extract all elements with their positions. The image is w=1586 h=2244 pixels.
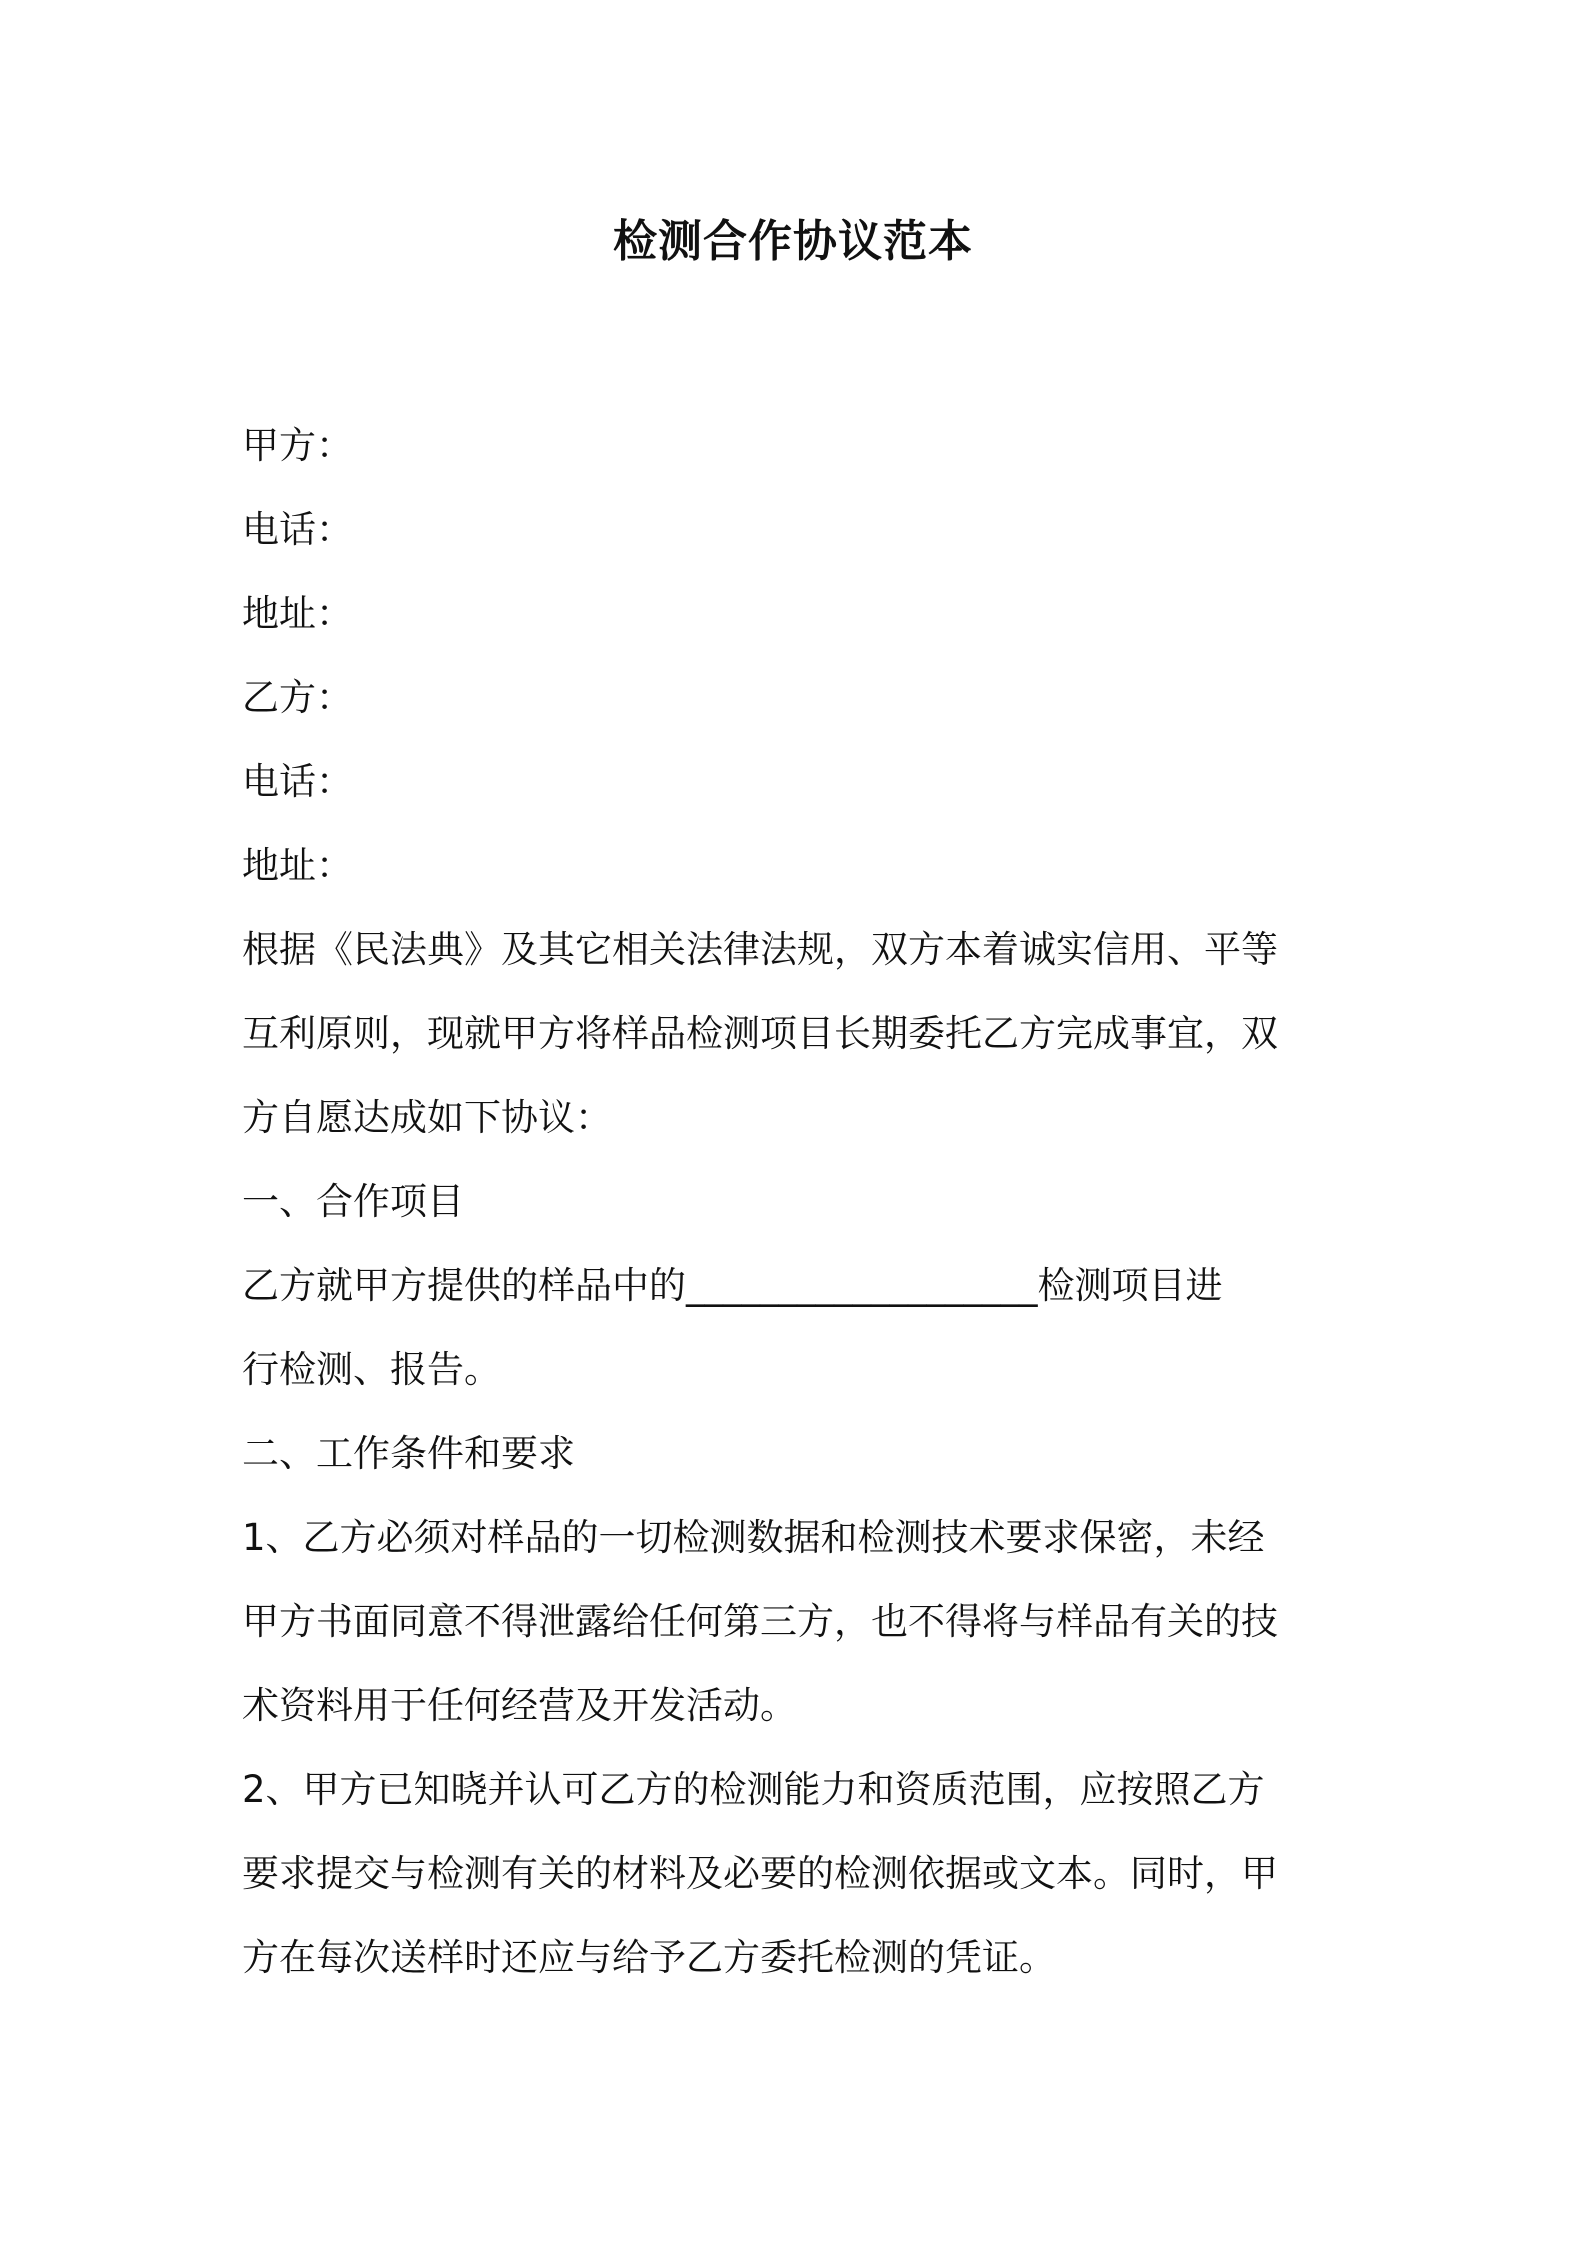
section1-text-line: 行检测、报告。 <box>242 1348 501 1391</box>
preamble-line: 根据《民法典》及其它相关法律法规，双方本着诚实信用、平等 <box>242 928 1278 971</box>
party-b-address-label: 地址： <box>242 844 353 887</box>
party-b-phone-label: 电话： <box>242 760 353 803</box>
section1-text-line: 乙方就甲方提供的样品中的___________________检测项目进 <box>242 1264 1223 1307</box>
party-a-label: 甲方： <box>242 424 353 467</box>
document-title: 检测合作协议范本 <box>613 216 973 267</box>
section2-heading: 二、工作条件和要求 <box>242 1432 575 1475</box>
clause2-line: 方在每次送样时还应与给予乙方委托检测的凭证。 <box>242 1936 1056 1979</box>
party-a-phone-label: 电话： <box>242 508 353 551</box>
clause1-line: 甲方书面同意不得泄露给任何第三方，也不得将与样品有关的技 <box>242 1600 1278 1643</box>
preamble-line: 互利原则，现就甲方将样品检测项目长期委托乙方完成事宜，双 <box>242 1012 1278 1055</box>
party-a-address-label: 地址： <box>242 592 353 635</box>
clause1-line: 1、乙方必须对样品的一切检测数据和检测技术要求保密，未经 <box>242 1516 1265 1559</box>
document-body <box>242 404 1354 2000</box>
clause2-line: 2、甲方已知晓并认可乙方的检测能力和资质范围，应按照乙方 <box>242 1768 1265 1811</box>
section1-heading: 一、合作项目 <box>242 1180 464 1223</box>
clause2-line: 要求提交与检测有关的材料及必要的检测依据或文本。同时，甲 <box>242 1852 1278 1895</box>
clause1-line: 术资料用于任何经营及开发活动。 <box>242 1684 797 1727</box>
preamble-line: 方自愿达成如下协议： <box>242 1096 612 1139</box>
party-b-label: 乙方： <box>242 676 353 719</box>
